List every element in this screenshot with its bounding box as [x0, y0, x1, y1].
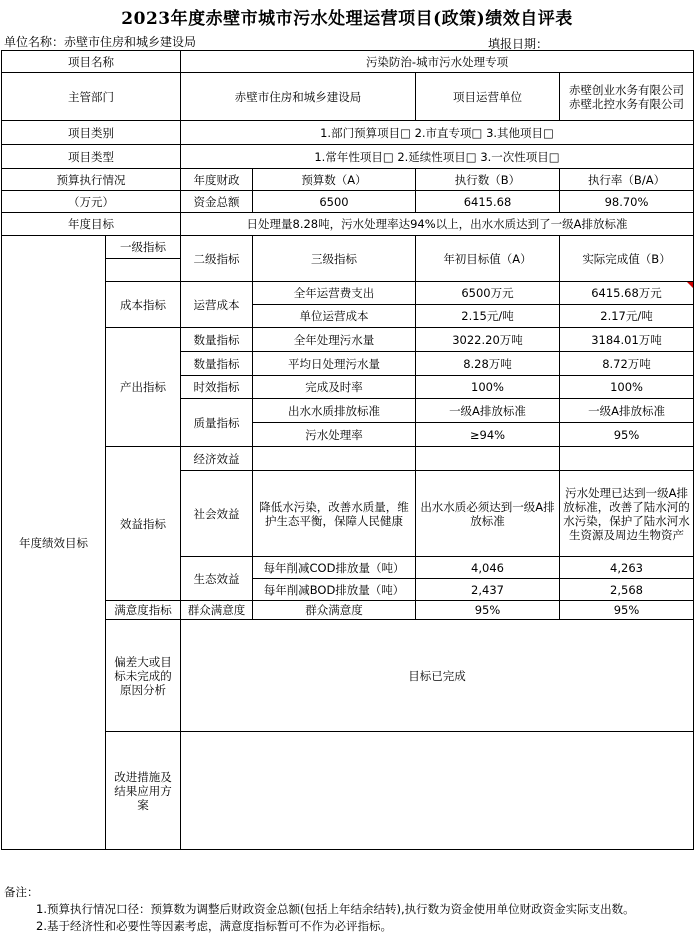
output-target-1: 3022.20万吨	[416, 328, 560, 352]
table-row	[2, 447, 694, 471]
unit-name: 单位名称：赤壁市住房和城乡建设局	[4, 35, 197, 49]
eco-target-1: 4,046	[416, 557, 560, 579]
social-name: 降低水污染，改善水质量，维护生态平衡，保障人民健康	[253, 471, 416, 557]
budget-unit-label: （万元）	[2, 191, 181, 213]
satisfaction-level1: 满意度指标	[106, 601, 181, 620]
budget-year-label: 年度财政	[181, 169, 253, 191]
fill-date-label: 填报日期：	[488, 37, 549, 51]
notes-title: 备注：	[4, 885, 39, 899]
output-actual-3: 100%	[560, 376, 694, 399]
empty-cell	[560, 447, 694, 471]
quality-target-2: ≥94%	[416, 423, 560, 447]
fund-total-label: 资金总额	[181, 191, 253, 213]
type-label: 项目类型	[2, 145, 181, 169]
output-level2-3: 时效指标	[181, 376, 253, 399]
cost-target-2: 2.15元/吨	[416, 305, 560, 328]
table-row	[2, 73, 694, 121]
dept-label: 主管部门	[2, 73, 181, 121]
eco-actual-2: 2,568	[560, 579, 694, 601]
table-row	[2, 145, 694, 169]
eco-level2: 生态效益	[181, 557, 253, 601]
output-actual-1: 3184.01万吨	[560, 328, 694, 352]
table-row	[2, 732, 694, 850]
cost-name-2: 单位运营成本	[253, 305, 416, 328]
cost-level2: 运营成本	[181, 282, 253, 328]
table-row	[2, 213, 694, 236]
cost-actual-1: 6415.68万元	[560, 282, 694, 305]
dept-value: 赤壁市住房和城乡建设局	[181, 73, 416, 121]
notes	[4, 884, 694, 935]
operator-company-1: 赤壁创业水务有限公司	[569, 82, 685, 97]
empty-cell	[253, 447, 416, 471]
table-row	[2, 620, 694, 732]
economic-level2: 经济效益	[181, 447, 253, 471]
type-options: 1.常年性项目□ 2.延续性项目□ 3.一次性项目□	[181, 145, 694, 169]
project-name-value: 污染防治-城市污水处理专项	[181, 51, 694, 73]
table-row	[2, 328, 694, 352]
exec-header: 执行数（B）	[416, 169, 560, 191]
improvement-label: 改进措施及结果应用方案	[106, 732, 181, 850]
social-actual: 污水处理已达到一级A排放标准，改善了陆水河的水污染，保护了陆水河水生资源及周边生物资产	[560, 471, 694, 557]
evaluation-table	[1, 50, 694, 850]
level1-header: 一级指标	[106, 236, 181, 259]
operator-label: 项目运营单位	[416, 73, 560, 121]
rate-header: 执行率（B/A）	[560, 169, 694, 191]
output-level2-2: 数量指标	[181, 352, 253, 376]
eco-actual-1: 4,263	[560, 557, 694, 579]
note-item-1: 1.预算执行情况口径：预算数为调整后财政资金总额(包括上年结余结转),执行数为资金使用单位财政资金实际支出数。	[36, 902, 635, 916]
note-item-2: 2.基于经济性和必要性等因素考虑，满意度指标暂可不作为必评指标。	[36, 919, 392, 933]
annual-goal-text: 日处理量8.28吨，污水处理率达94%以上，出水水质达到了一级A排放标准	[181, 213, 694, 236]
table-row	[2, 191, 694, 213]
table-row	[2, 282, 694, 305]
quality-level2: 质量指标	[181, 399, 253, 447]
output-target-2: 8.28万吨	[416, 352, 560, 376]
output-name-3: 完成及时率	[253, 376, 416, 399]
empty-cell	[416, 447, 560, 471]
empty-cell	[106, 259, 181, 282]
table-row	[2, 236, 694, 259]
operator-value	[560, 73, 694, 121]
benefit-level1: 效益指标	[106, 447, 181, 601]
social-target: 出水水质必须达到一级A排放标准	[416, 471, 560, 557]
deviation-label: 偏差大或目标未完成的原因分析	[106, 620, 181, 732]
eco-name-1: 每年削减COD排放量（吨）	[253, 557, 416, 579]
performance-section-label: 年度绩效目标	[2, 236, 106, 850]
quality-name-1: 出水水质排放标准	[253, 399, 416, 423]
satisfaction-level2: 群众满意度	[181, 601, 253, 620]
output-name-2: 平均日处理污水量	[253, 352, 416, 376]
quality-actual-1: 一级A排放标准	[560, 399, 694, 423]
satisfaction-actual: 95%	[560, 601, 694, 620]
quality-target-1: 一级A排放标准	[416, 399, 560, 423]
output-actual-2: 8.72万吨	[560, 352, 694, 376]
rate-value: 98.70%	[560, 191, 694, 213]
cost-level1: 成本指标	[106, 282, 181, 328]
cost-name-1: 全年运营费支出	[253, 282, 416, 305]
budget-header: 预算数（A）	[253, 169, 416, 191]
exec-value: 6415.68	[416, 191, 560, 213]
social-level2: 社会效益	[181, 471, 253, 557]
improvement-text	[181, 732, 694, 850]
table-row	[2, 121, 694, 145]
output-level1: 产出指标	[106, 328, 181, 447]
output-target-3: 100%	[416, 376, 560, 399]
quality-name-2: 污水处理率	[253, 423, 416, 447]
cost-actual-2: 2.17元/吨	[560, 305, 694, 328]
project-name-label: 项目名称	[2, 51, 181, 73]
level2-header: 二级指标	[181, 236, 253, 282]
page-title: 2023年度赤壁市城市污水处理运营项目(政策)绩效自评表	[121, 9, 573, 29]
table-row	[2, 169, 694, 191]
eco-target-2: 2,437	[416, 579, 560, 601]
satisfaction-name: 群众满意度	[253, 601, 416, 620]
deviation-text: 目标已完成	[181, 620, 694, 732]
operator-company-2: 赤壁北控水务有限公司	[569, 96, 685, 111]
actual-header: 实际完成值（B）	[560, 236, 694, 282]
output-name-1: 全年处理污水量	[253, 328, 416, 352]
budget-value: 6500	[253, 191, 416, 213]
annual-goal-label: 年度目标	[2, 213, 181, 236]
target-header: 年初目标值（A）	[416, 236, 560, 282]
level3-header: 三级指标	[253, 236, 416, 282]
budget-label: 预算执行情况	[2, 169, 181, 191]
satisfaction-target: 95%	[416, 601, 560, 620]
eco-name-2: 每年削减BOD排放量（吨）	[253, 579, 416, 601]
table-row	[2, 601, 694, 620]
output-level2-1: 数量指标	[181, 328, 253, 352]
category-options: 1.部门预算项目□ 2.市直专项□ 3.其他项目□	[181, 121, 694, 145]
category-label: 项目类别	[2, 121, 181, 145]
cost-target-1: 6500万元	[416, 282, 560, 305]
table-row	[2, 51, 694, 73]
quality-actual-2: 95%	[560, 423, 694, 447]
